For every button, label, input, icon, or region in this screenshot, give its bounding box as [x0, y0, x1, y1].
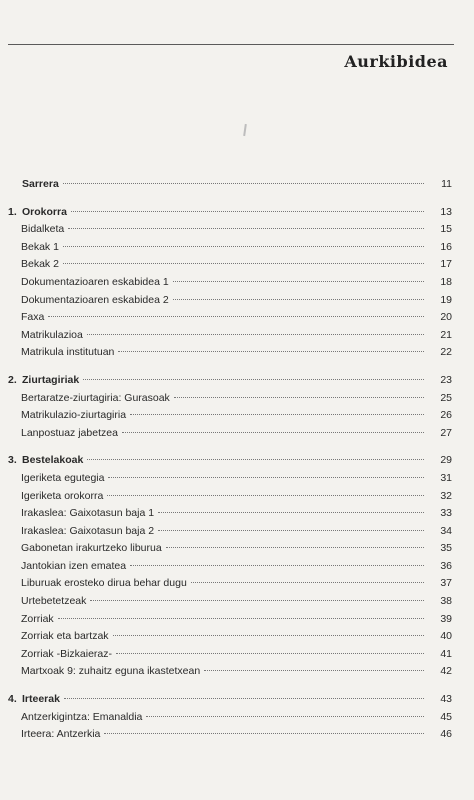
- dot-leader: [116, 653, 424, 654]
- toc-label: Bertaratze-ziurtagiria: Gurasoak: [21, 391, 170, 404]
- toc-entry-row[interactable]: [8, 344, 452, 362]
- dot-leader: [113, 635, 424, 636]
- toc-page-number: 36: [440, 559, 452, 572]
- toc-page-number: 40: [440, 630, 452, 643]
- toc-page-number: 17: [440, 258, 452, 271]
- toc-section-row[interactable]: [8, 176, 452, 194]
- toc-section-row[interactable]: [8, 204, 452, 222]
- toc-page-number: 34: [440, 524, 452, 537]
- toc-section-row[interactable]: [8, 452, 452, 470]
- toc-label: Matrikulazioa: [21, 328, 83, 341]
- toc-page-number: 22: [440, 346, 452, 359]
- dot-leader: [158, 512, 424, 513]
- dot-leader: [130, 414, 424, 415]
- toc-label: Sarrera: [22, 178, 59, 190]
- scan-mark: [243, 124, 247, 136]
- toc-page-number: 37: [440, 577, 452, 590]
- toc-page-number: 41: [440, 647, 452, 660]
- header-rule: [8, 44, 454, 45]
- toc-label: Bekak 2: [21, 258, 59, 271]
- toc-entry-row[interactable]: [8, 726, 452, 744]
- dot-leader: [63, 263, 424, 264]
- toc-entry-row[interactable]: [8, 709, 452, 727]
- dot-leader: [122, 432, 424, 433]
- toc-label: Ziurtagiriak: [22, 373, 80, 386]
- dot-leader: [166, 547, 424, 548]
- toc-page-number: 20: [440, 311, 452, 324]
- dot-leader: [87, 334, 424, 335]
- toc-section-number: 2.: [8, 373, 17, 386]
- dot-leader: [146, 716, 424, 717]
- toc-page-number: 39: [440, 612, 452, 625]
- dot-leader: [108, 477, 424, 478]
- dot-leader: [118, 351, 424, 352]
- toc-entry-row[interactable]: [8, 628, 452, 646]
- dot-leader: [87, 459, 424, 460]
- dot-leader: [174, 397, 424, 398]
- toc-entry-row[interactable]: [8, 221, 452, 239]
- toc-label: Zorriak eta bartzak: [21, 630, 109, 643]
- dot-leader: [71, 211, 424, 212]
- dot-leader: [63, 246, 424, 247]
- dot-leader: [48, 316, 424, 317]
- toc-section-row[interactable]: [8, 691, 452, 709]
- toc-label: Bekak 1: [21, 240, 59, 253]
- toc-page-number: 32: [440, 489, 452, 502]
- toc-gap: [8, 681, 452, 691]
- toc-page-number: 26: [440, 409, 452, 422]
- toc-label: Igeriketa orokorra: [21, 489, 104, 502]
- toc-section-number: 3.: [8, 454, 17, 467]
- toc-label: Dokumentazioaren eskabidea 1: [21, 275, 169, 288]
- toc-entry-row[interactable]: [8, 239, 452, 257]
- toc-entry-row[interactable]: [8, 470, 452, 488]
- toc-entry-row[interactable]: [8, 611, 452, 629]
- page-title: Aurkibidea: [344, 52, 448, 71]
- toc-label: Matrikulazio-ziurtagiria: [21, 409, 127, 422]
- dot-leader: [104, 733, 424, 734]
- toc-section-row[interactable]: [8, 372, 452, 390]
- toc-label: Urtebetetzeak: [21, 595, 87, 608]
- toc-label: Liburuak erosteko dirua behar dugu: [21, 577, 187, 590]
- dot-leader: [130, 565, 424, 566]
- toc-label: Irakaslea: Gaixotasun baja 1: [21, 507, 155, 520]
- toc-label: Irteerak: [22, 693, 60, 706]
- toc-page-number: 11: [441, 178, 452, 190]
- toc-entry-row[interactable]: [8, 646, 452, 664]
- toc-page-number: 23: [440, 373, 452, 386]
- toc-label: Bestelakoak: [22, 454, 84, 467]
- toc-gap: [8, 362, 452, 372]
- dot-leader: [58, 618, 424, 619]
- toc-section-number: 1.: [8, 205, 17, 218]
- toc-label: Antzerkigintza: Emanaldia: [21, 710, 143, 723]
- dot-leader: [204, 670, 424, 671]
- toc-label: Martxoak 9: zuhaitz eguna ikastetxean: [21, 665, 201, 678]
- dot-leader: [68, 228, 424, 229]
- toc-page-number: 18: [440, 275, 452, 288]
- toc-label: Orokorra: [22, 205, 67, 218]
- toc-page-number: 46: [440, 728, 452, 741]
- toc-label: Igeriketa egutegia: [21, 471, 105, 484]
- toc-page-number: 29: [440, 454, 452, 467]
- toc-page-number: 35: [440, 542, 452, 555]
- toc-entry-row[interactable]: [8, 407, 452, 425]
- toc-label: Faxa: [21, 311, 45, 324]
- dot-leader: [63, 183, 424, 184]
- dot-leader: [90, 600, 424, 601]
- dot-leader: [158, 530, 424, 531]
- toc-label: Dokumentazioaren eskabidea 2: [21, 293, 169, 306]
- toc-page-number: 25: [440, 391, 452, 404]
- toc-entry-row[interactable]: [8, 292, 452, 310]
- toc-entry-row[interactable]: [8, 523, 452, 541]
- toc-page-number: 42: [440, 665, 452, 678]
- toc-page-number: 45: [440, 710, 452, 723]
- table-of-contents: [8, 176, 452, 744]
- toc-entry-row[interactable]: [8, 309, 452, 327]
- toc-entry-row[interactable]: [8, 558, 452, 576]
- toc-page-number: 31: [440, 471, 452, 484]
- toc-label: Zorriak: [21, 612, 54, 625]
- toc-label: Lanpostuaz jabetzea: [21, 426, 118, 439]
- toc-entry-row[interactable]: [8, 425, 452, 443]
- toc-page-number: 33: [440, 507, 452, 520]
- toc-label: Matrikula institutuan: [21, 346, 115, 359]
- toc-page-number: 21: [440, 328, 452, 341]
- dot-leader: [173, 281, 424, 282]
- dot-leader: [83, 379, 424, 380]
- toc-label: Jantokian izen ematea: [21, 559, 127, 572]
- dot-leader: [64, 698, 424, 699]
- toc-page-number: 15: [440, 223, 452, 236]
- toc-label: Irakaslea: Gaixotasun baja 2: [21, 524, 155, 537]
- toc-gap: [8, 194, 452, 204]
- toc-label: Bidalketa: [21, 223, 65, 236]
- toc-label: Gabonetan irakurtzeko liburua: [21, 542, 162, 555]
- toc-entry-row[interactable]: [8, 390, 452, 408]
- toc-label: Irteera: Antzerkia: [21, 728, 101, 741]
- toc-label: Zorriak -Bizkaieraz-: [21, 647, 113, 660]
- dot-leader: [107, 495, 424, 496]
- toc-entry-row[interactable]: [8, 488, 452, 506]
- toc-page-number: 19: [440, 293, 452, 306]
- toc-page-number: 13: [440, 205, 452, 218]
- toc-page-number: 38: [440, 595, 452, 608]
- toc-entry-row[interactable]: [8, 274, 452, 292]
- toc-entry-row[interactable]: [8, 256, 452, 274]
- toc-section-number: 4.: [8, 693, 17, 706]
- toc-page-number: 27: [440, 426, 452, 439]
- toc-entry-row[interactable]: [8, 327, 452, 345]
- toc-entry-row[interactable]: [8, 593, 452, 611]
- toc-page-number: 43: [440, 693, 452, 706]
- toc-gap: [8, 442, 452, 452]
- dot-leader: [191, 582, 424, 583]
- dot-leader: [173, 299, 424, 300]
- toc-entry-row[interactable]: [8, 663, 452, 681]
- toc-entry-row[interactable]: [8, 575, 452, 593]
- toc-entry-row[interactable]: [8, 540, 452, 558]
- toc-page-number: 16: [440, 240, 452, 253]
- toc-entry-row[interactable]: [8, 505, 452, 523]
